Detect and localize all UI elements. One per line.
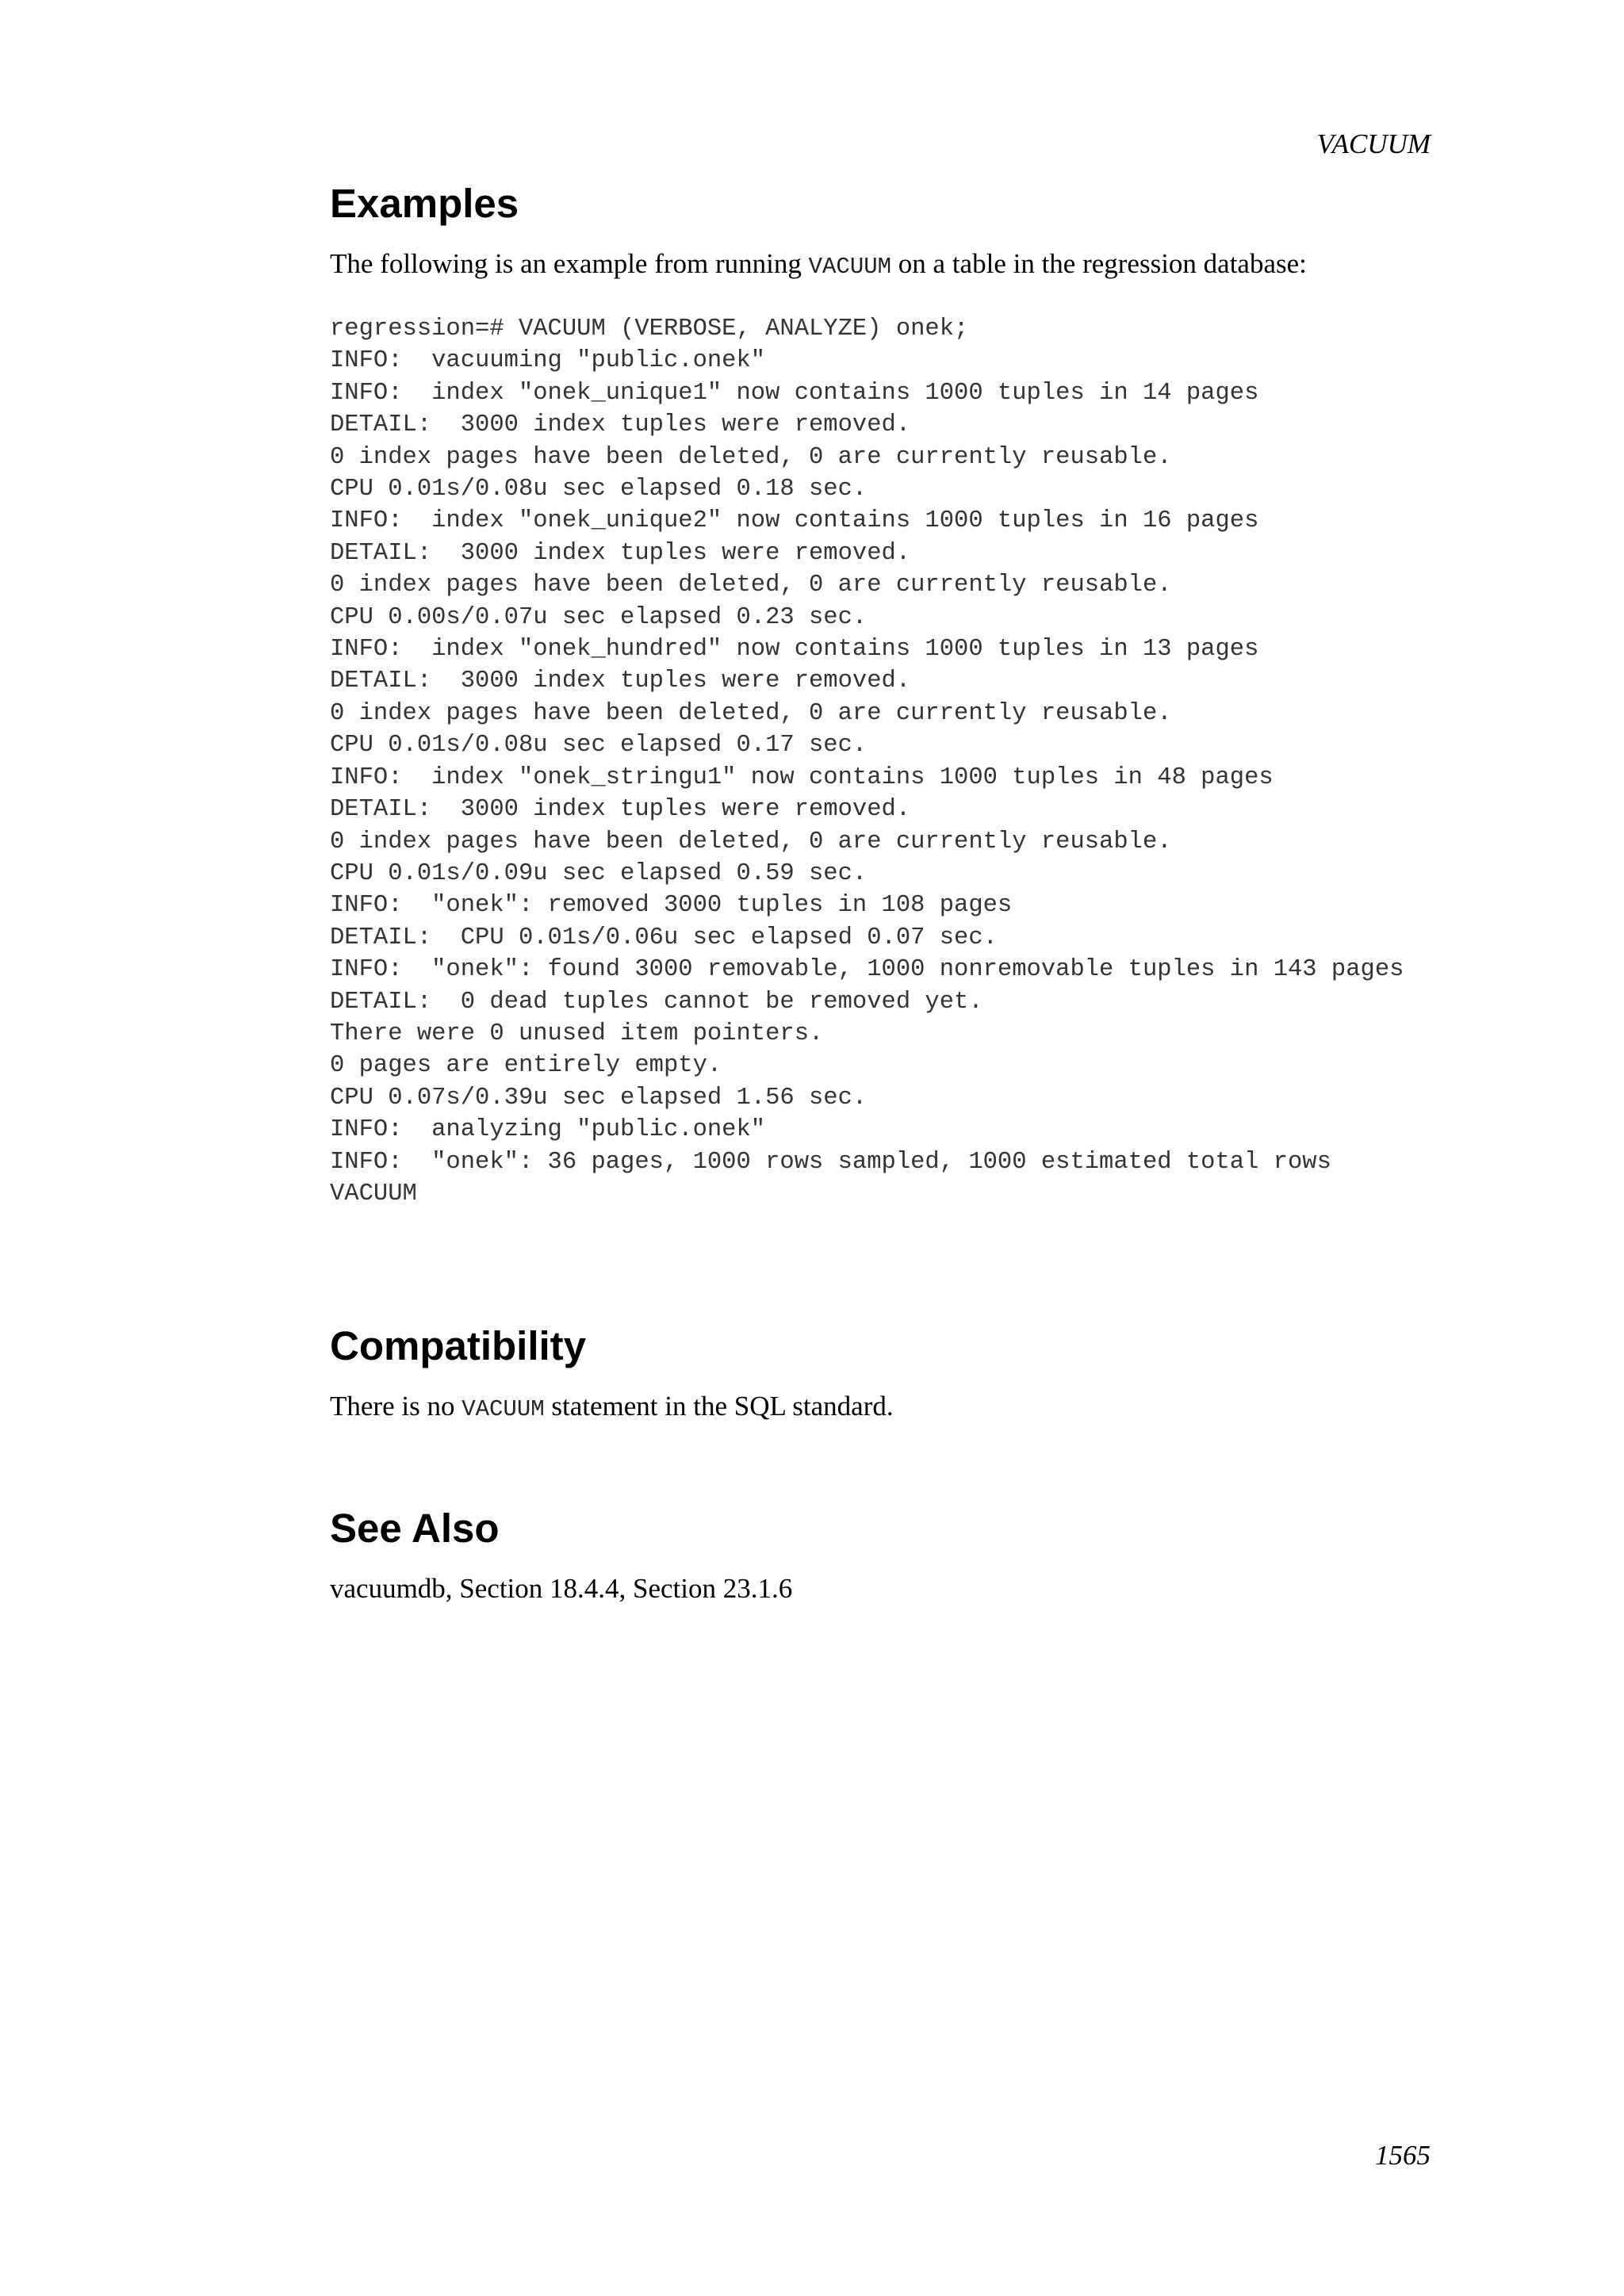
code-line: CPU 0.07s/0.39u sec elapsed 1.56 sec. xyxy=(330,1084,868,1112)
code-line: INFO: index "onek_stringu1" now contains 1000 tuples in 48 pages xyxy=(330,763,1274,791)
code-line: INFO: "onek": found 3000 removable, 1000 nonremovable tuples in 143 pages xyxy=(330,956,1404,984)
code-line: CPU 0.01s/0.08u sec elapsed 0.18 sec. xyxy=(330,476,868,503)
page-content xyxy=(330,178,1440,1606)
examples-intro-code: VACUUM xyxy=(808,254,892,280)
code-line: regression=# VACUUM (VERBOSE, ANALYZE) onek; xyxy=(330,316,969,342)
code-line: DETAIL: 3000 index tuples were removed. xyxy=(330,539,911,567)
code-line: DETAIL: CPU 0.01s/0.06u sec elapsed 0.07 sec. xyxy=(330,924,998,951)
code-line: INFO: index "onek_unique1" now contains 1000 tuples in 14 pages xyxy=(330,379,1259,407)
examples-intro-before: The following is an example from running xyxy=(330,248,809,279)
compatibility-text-before: There is no xyxy=(330,1391,462,1422)
code-line: CPU 0.01s/0.09u sec elapsed 0.59 sec. xyxy=(330,859,868,887)
see-also-links: vacuumdb, Section 18.4.4, Section 23.1.6 xyxy=(330,1573,793,1605)
page-number: 1565 xyxy=(1375,2140,1431,2171)
examples-heading: Examples xyxy=(330,181,519,226)
vacuum-output-listing xyxy=(330,313,1440,1210)
compatibility-section xyxy=(330,1321,1440,1427)
examples-section xyxy=(330,178,1440,1210)
compatibility-text-after: statement in the SQL standard. xyxy=(544,1391,894,1422)
code-line: INFO: "onek": 36 pages, 1000 rows sampled, 1000 estimated total rows xyxy=(330,1148,1331,1176)
compatibility-text xyxy=(330,1389,1440,1427)
code-line: INFO: "onek": removed 3000 tuples in 108 pages xyxy=(330,892,1013,920)
code-line: INFO: index "onek_unique2" now contains 1000 tuples in 16 pages xyxy=(330,507,1259,535)
code-line: CPU 0.01s/0.08u sec elapsed 0.17 sec. xyxy=(330,732,868,760)
code-line: There were 0 unused item pointers. xyxy=(330,1020,824,1047)
compatibility-code: VACUUM xyxy=(462,1396,545,1423)
code-line: DETAIL: 3000 index tuples were removed. xyxy=(330,411,911,439)
code-line: DETAIL: 0 dead tuples cannot be removed yet. xyxy=(330,988,983,1016)
code-line: 0 index pages have been deleted, 0 are currently reusable. xyxy=(330,699,1172,727)
code-line: VACUUM xyxy=(330,1180,417,1207)
see-also-heading: See Also xyxy=(330,1506,500,1552)
running-header-title: VACUUM xyxy=(1316,128,1431,159)
code-line: DETAIL: 3000 index tuples were removed. xyxy=(330,796,911,824)
code-line: INFO: vacuuming "public.onek" xyxy=(330,347,766,375)
code-line: 0 index pages have been deleted, 0 are currently reusable. xyxy=(330,828,1172,855)
code-line: INFO: index "onek_hundred" now contains 1000 tuples in 13 pages xyxy=(330,636,1259,664)
code-line: CPU 0.00s/0.07u sec elapsed 0.23 sec. xyxy=(330,603,868,631)
see-also-section xyxy=(330,1503,1440,1606)
compatibility-heading: Compatibility xyxy=(330,1323,587,1369)
code-line: 0 index pages have been deleted, 0 are currently reusable. xyxy=(330,443,1172,471)
examples-intro xyxy=(330,247,1440,285)
code-line: INFO: analyzing "public.onek" xyxy=(330,1116,766,1144)
code-line: 0 pages are entirely empty. xyxy=(330,1052,722,1080)
examples-intro-after: on a table in the regression database: xyxy=(891,248,1307,279)
code-line: DETAIL: 3000 index tuples were removed. xyxy=(330,668,911,695)
code-line: 0 index pages have been deleted, 0 are currently reusable. xyxy=(330,572,1172,599)
